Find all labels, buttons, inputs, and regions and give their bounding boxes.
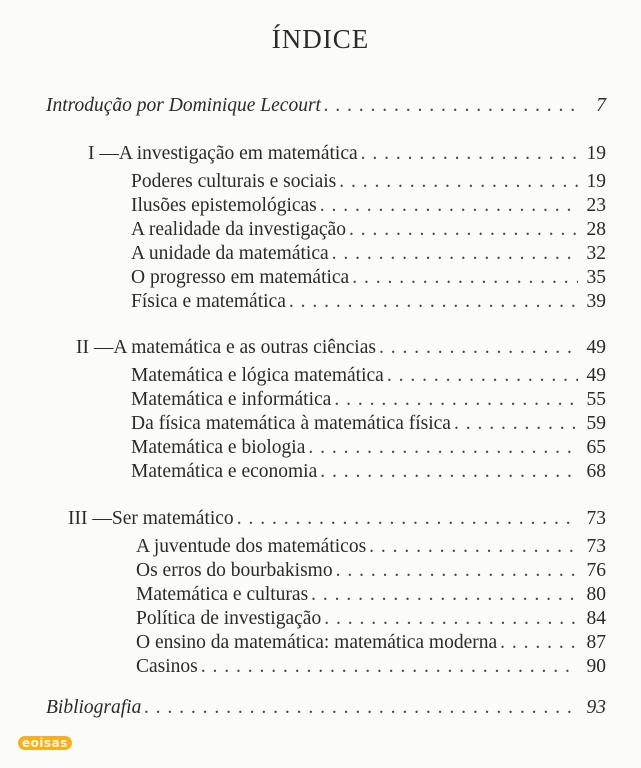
toc-item-page: 90	[586, 656, 606, 677]
toc-entry-page: 93	[586, 697, 606, 718]
toc-entry-page: 7	[596, 95, 606, 116]
toc-item	[136, 607, 606, 631]
toc-item	[136, 631, 606, 655]
leader-dots	[320, 460, 578, 484]
toc-item	[136, 559, 606, 583]
toc-item	[131, 436, 606, 460]
toc-item	[131, 364, 606, 388]
toc-item	[131, 388, 606, 412]
toc-item-label: A juventude dos matemáticos	[136, 536, 367, 557]
toc-item-label: A realidade da investigação	[131, 219, 346, 240]
toc-chapter-3	[68, 507, 606, 531]
leader-dots	[332, 242, 578, 266]
toc-item-page: 32	[586, 243, 606, 264]
toc-item-page: 59	[586, 413, 606, 434]
leader-dots	[320, 194, 578, 218]
leader-dots	[361, 142, 578, 166]
chapter-page: 19	[586, 143, 606, 164]
chapter-number: II —	[76, 337, 114, 358]
chapter-label: Ser matemático	[111, 508, 234, 529]
toc-item-label: Política de investigação	[136, 608, 322, 629]
toc-item-label: Da física matemática à matemática física	[131, 413, 451, 434]
leader-dots	[308, 436, 578, 460]
chapter-label: A investigação em matemática	[118, 143, 358, 164]
toc-item-page: 28	[586, 219, 606, 240]
toc-item-label: Matemática e economia	[131, 461, 318, 482]
toc-item-page: 65	[586, 437, 606, 458]
leader-dots	[201, 655, 578, 679]
toc-item-label: Matemática e lógica matemática	[131, 365, 384, 386]
toc-item	[131, 266, 606, 290]
toc-item-label: Poderes culturais e sociais	[131, 171, 337, 192]
toc-chapter-2	[76, 336, 606, 360]
toc-entry-label: Bibliografia	[46, 697, 142, 718]
toc-item-page: 23	[586, 195, 606, 216]
toc-item	[136, 655, 606, 679]
leader-dots	[387, 364, 578, 388]
watermark-logo: eoisas	[18, 736, 72, 750]
toc-item-page: 73	[586, 536, 606, 557]
chapter-label: A matemática e as outras ciências	[113, 337, 376, 358]
toc-item	[131, 460, 606, 484]
chapter-number: III —	[68, 508, 112, 529]
leader-dots	[324, 94, 578, 118]
leader-dots	[352, 266, 578, 290]
toc-item-label: Matemática e culturas	[136, 584, 309, 605]
toc-item	[131, 170, 606, 194]
toc-item-label: Casinos	[136, 656, 198, 677]
toc-item-page: 39	[586, 291, 606, 312]
leader-dots	[339, 170, 578, 194]
leader-dots	[237, 507, 578, 531]
toc-item-page: 68	[586, 461, 606, 482]
toc-item-page: 84	[586, 608, 606, 629]
toc-item	[131, 290, 606, 314]
toc-item	[131, 194, 606, 218]
toc-item-page: 80	[586, 584, 606, 605]
leader-dots	[324, 607, 578, 631]
toc-item-page: 55	[586, 389, 606, 410]
toc-chapter-1	[88, 142, 606, 166]
toc-item-label: Ilusões epistemológicas	[131, 195, 317, 216]
toc-item-page: 49	[586, 365, 606, 386]
chapter-page: 49	[586, 337, 606, 358]
toc-item-label: Física e matemática	[131, 291, 286, 312]
toc-item-label: Matemática e informática	[131, 389, 332, 410]
leader-dots	[336, 559, 578, 583]
leader-dots	[289, 290, 578, 314]
toc-item	[131, 242, 606, 266]
leader-dots	[144, 696, 578, 720]
leader-dots	[311, 583, 578, 607]
toc-item-label: A unidade da matemática	[131, 243, 329, 264]
leader-dots	[334, 388, 578, 412]
toc-item-page: 35	[586, 267, 606, 288]
toc-entry-bibliography	[46, 696, 606, 720]
chapter-number: I —	[88, 143, 119, 164]
toc-entry-intro	[46, 94, 606, 118]
toc-item-page: 76	[586, 560, 606, 581]
toc-entry-label: Introdução por Dominique Lecourt	[46, 95, 321, 116]
toc-item	[131, 218, 606, 242]
toc-item-label: Matemática e biologia	[131, 437, 306, 458]
toc-item-label: O ensino da matemática: matemática moderna	[136, 632, 498, 653]
toc-item	[131, 412, 606, 436]
leader-dots	[500, 631, 578, 655]
toc-item	[136, 535, 606, 559]
leader-dots	[369, 535, 578, 559]
leader-dots	[379, 336, 578, 360]
toc-item-label: Os erros do bourbakismo	[136, 560, 333, 581]
page-title: ÍNDICE	[271, 24, 370, 54]
toc-item-page: 19	[586, 171, 606, 192]
toc-item	[136, 583, 606, 607]
toc-item-label: O progresso em matemática	[131, 267, 350, 288]
leader-dots	[454, 412, 578, 436]
chapter-page: 73	[586, 508, 606, 529]
toc-item-page: 87	[586, 632, 606, 653]
leader-dots	[349, 218, 578, 242]
